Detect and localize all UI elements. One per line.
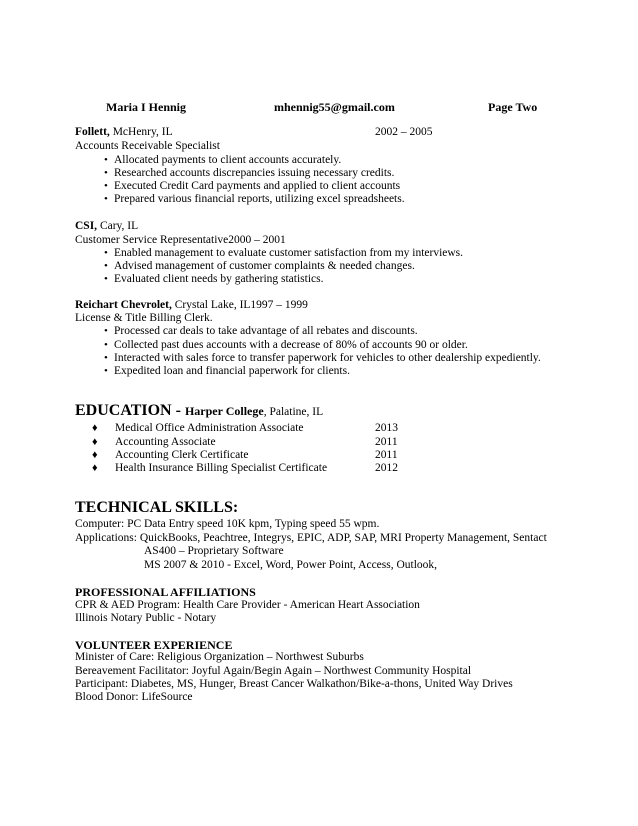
volunteer-line: Blood Donor: LifeSource [75,691,193,703]
technical-line: MS 2007 & 2010 - Excel, Word, Power Point, Access, Outlook, [144,559,438,571]
job-csi-heading [75,220,138,232]
list-item: Evaluated client needs by gathering statistics. [114,273,324,285]
job-follett-heading [75,126,173,138]
bullet-icon: • [104,260,108,272]
list-item: Executed Credit Card payments and applied to client accounts [114,180,401,192]
diamond-bullet-icon: ♦ [92,422,98,434]
job-title: Customer Service Representative2000 – 2001 [75,234,286,246]
bullet-icon: • [104,180,108,192]
affiliations-heading: PROFESSIONAL AFFILIATIONS [75,585,256,599]
job-title: License & Title Billing Clerk. [75,312,213,324]
job-location: Crystal Lake, IL1997 – 1999 [171,299,308,311]
education-year: 2012 [375,462,398,474]
diamond-bullet-icon: ♦ [92,449,98,461]
affiliation-line: CPR & AED Program: Health Care Provider - American Heart Association [75,599,420,611]
education-item: Medical Office Administration Associate [115,422,304,434]
education-year: 2011 [375,449,398,461]
technical-line: Computer: PC Data Entry speed 10K kpm, Typing speed 55 wpm. [75,518,380,530]
job-dates: 2002 – 2005 [375,126,433,138]
bullet-icon: • [104,365,108,377]
list-item: Allocated payments to client accounts accurately. [114,154,342,166]
job-company: Reichart Chevrolet, [75,299,172,311]
education-item: Accounting Clerk Certificate [115,449,249,461]
list-item: Researched accounts discrepancies issuing necessary credits. [114,167,395,179]
bullet-icon: • [104,193,108,205]
list-item: Advised management of customer complaints & needed changes. [114,260,415,272]
education-item: Accounting Associate [115,436,216,448]
job-company: Follett, [75,126,110,138]
bullet-icon: • [104,167,108,179]
bullet-icon: • [104,273,108,285]
education-school: Harper College [184,404,264,418]
technical-heading: TECHNICAL SKILLS: [75,499,239,516]
education-item: Health Insurance Billing Specialist Certificate [115,462,328,474]
job-location: McHenry, IL [109,126,173,138]
education-location: , Palatine, IL [263,406,324,418]
education-heading-label: EDUCATION - [75,402,185,419]
job-company: CSI, [75,220,98,232]
list-item: Expedited loan and financial paperwork for clients. [114,365,350,377]
list-item: Processed car deals to take advantage of all rebates and discounts. [114,325,418,337]
header-email: mhennig55@gmail.com [274,100,395,114]
list-item: Interacted with sales force to transfer paperwork for vehicles to other dealership expediently. [114,352,541,364]
education-year: 2013 [375,422,398,434]
job-title: Accounts Receivable Specialist [75,140,220,152]
header-name: Maria I Hennig [106,100,186,114]
diamond-bullet-icon: ♦ [92,462,98,474]
bullet-icon: • [104,247,108,259]
volunteer-line: Minister of Care: Religious Organization – Northwest Suburbs [75,651,364,663]
bullet-icon: • [104,154,108,166]
volunteer-line: Bereavement Facilitator: Joyful Again/Begin Again – Northwest Community Hospital [75,665,472,677]
education-year: 2011 [375,436,398,448]
header-page: Page Two [488,100,538,114]
list-item: Collected past dues accounts with a decrease of 80% of accounts 90 or older. [114,339,468,351]
list-item: Enabled management to evaluate customer satisfaction from my interviews. [114,247,464,259]
job-location: Cary, IL [97,220,139,232]
bullet-icon: • [104,339,108,351]
affiliation-line: Illinois Notary Public - Notary [75,612,217,624]
technical-line: AS400 – Proprietary Software [144,545,284,557]
bullet-icon: • [104,325,108,337]
technical-line: Applications: QuickBooks, Peachtree, Integrys, EPIC, ADP, SAP, MRI Property Management, Sentact [75,532,547,544]
volunteer-heading: VOLUNTEER EXPERIENCE [75,638,233,652]
job-reichart-heading [75,299,308,311]
diamond-bullet-icon: ♦ [92,436,98,448]
education-heading [75,402,323,420]
list-item: Prepared various financial reports, utilizing excel spreadsheets. [114,193,405,205]
volunteer-line: Participant: Diabetes, MS, Hunger, Breast Cancer Walkathon/Bike-a-thons, United Way Drives [75,678,513,690]
bullet-icon: • [104,352,108,364]
